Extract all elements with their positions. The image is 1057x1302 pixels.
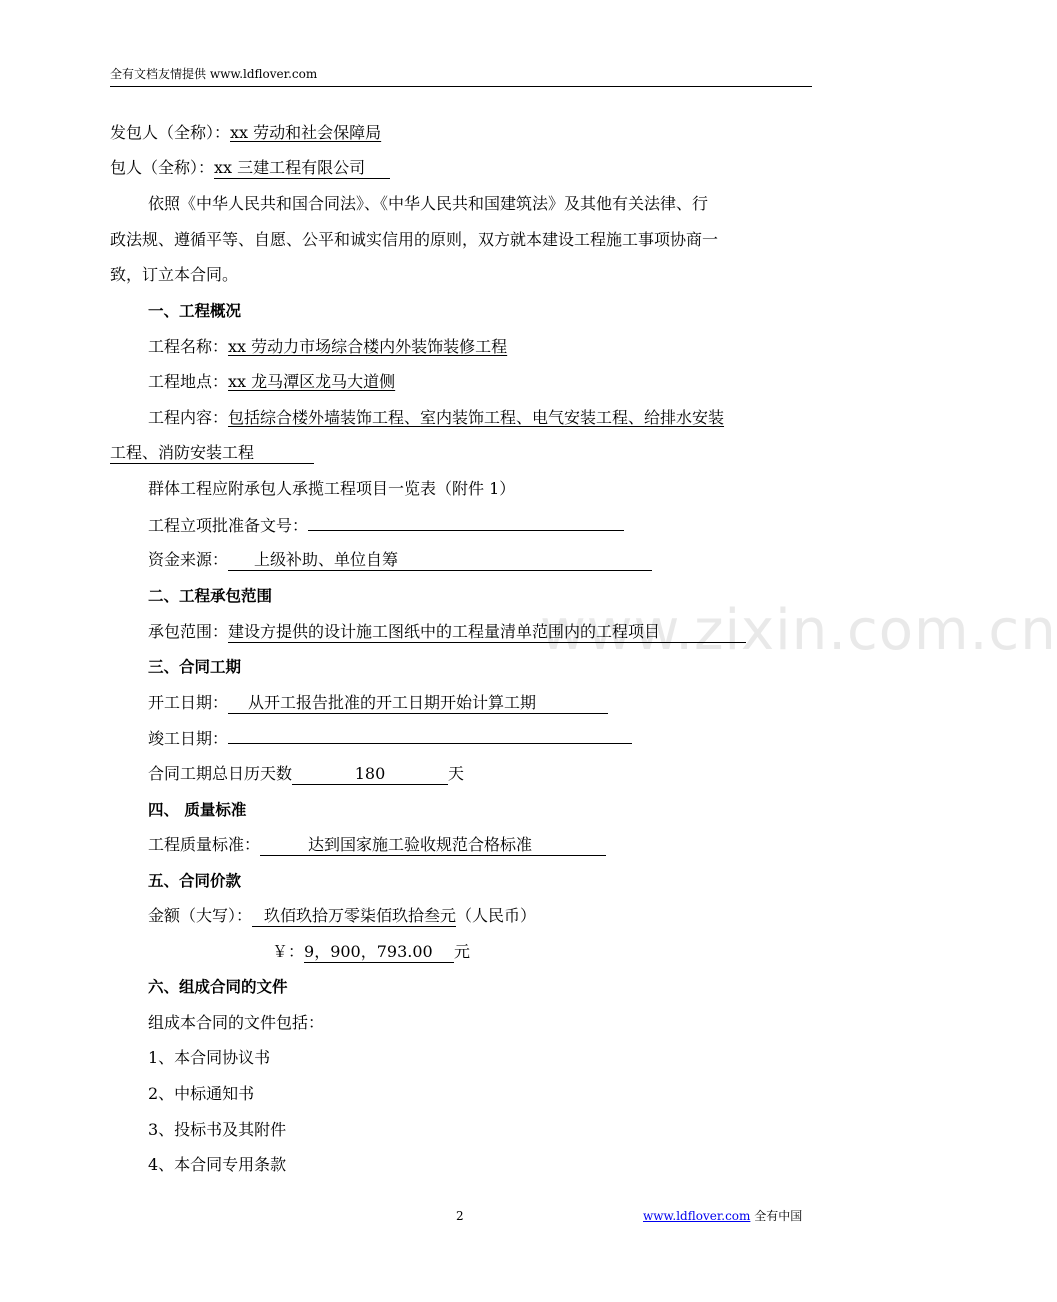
project-content-line-1 <box>148 407 724 429</box>
issuer-label: 发包人（全称）： <box>110 123 231 142</box>
yen-line <box>272 941 470 963</box>
total-days-unit: 天 <box>448 764 465 783</box>
project-content-line-2 <box>110 442 314 464</box>
quality-label: 工程质量标准： <box>148 835 261 854</box>
project-location-value: xx 龙马潭区龙马大道侧 <box>228 372 396 391</box>
start-date-label: 开工日期： <box>148 693 229 712</box>
yen-label: ￥： <box>272 942 305 961</box>
section1-title: 一、工程概况 <box>148 302 242 320</box>
end-date-line <box>148 727 632 750</box>
scope-line <box>148 621 746 643</box>
scope-label: 承包范围： <box>148 622 229 641</box>
footer-link[interactable]: www.ldflover.com <box>643 1209 751 1223</box>
total-days-label: 合同工期总日历天数 <box>148 764 293 783</box>
end-date-blank <box>228 727 632 744</box>
project-name-label: 工程名称： <box>148 337 229 356</box>
funding-line <box>148 549 652 571</box>
section4-title: 四、 质量标准 <box>148 801 247 819</box>
page-number: 2 <box>456 1209 464 1223</box>
contractor-line <box>110 157 390 179</box>
section6-title: 六、组成合同的文件 <box>148 978 288 996</box>
project-location-label: 工程地点： <box>148 372 229 391</box>
header-text: 全有文档友情提供 www.ldflover.com <box>110 67 318 81</box>
start-date-value: 从开工报告批准的开工日期开始计算工期 <box>228 693 608 714</box>
section2-title: 二、工程承包范围 <box>148 587 273 605</box>
amount-value: 玖佰玖拾万零柒佰玖拾叁元 <box>252 906 456 927</box>
intro-line-3: 致，订立本合同。 <box>110 265 239 284</box>
total-days-line <box>148 763 464 785</box>
amount-line <box>148 905 536 927</box>
intro-line-2: 政法规、遵循平等、自愿、公平和诚实信用的原则，双方就本建设工程施工事项协商一 <box>110 230 719 249</box>
quality-value: 达到国家施工验收规范合格标准 <box>260 835 606 856</box>
documents-intro: 组成本合同的文件包括： <box>148 1013 325 1032</box>
project-location-line <box>148 371 395 393</box>
project-content-label: 工程内容： <box>148 408 229 427</box>
project-name-value: xx 劳动力市场综合楼内外装饰装修工程 <box>228 337 508 356</box>
contractor-label: 包人（全称）： <box>110 158 215 177</box>
footer-suffix: 全有中国 <box>754 1209 803 1223</box>
project-content-value-2: 工程、消防安装工程 <box>110 443 314 464</box>
group-note: 群体工程应附承包人承揽工程项目一览表（附件 1） <box>148 479 516 498</box>
intro-line-1: 依照《中华人民共和国合同法》、《中华人民共和国建筑法》及其他有关法律、行 <box>148 194 709 213</box>
documents-item: 4、本合同专用条款 <box>148 1155 287 1174</box>
issuer-value: xx 劳动和社会保障局 <box>230 123 382 142</box>
footer-right <box>643 1208 802 1224</box>
approval-blank <box>308 514 624 531</box>
issuer-line <box>110 122 381 144</box>
contractor-value: xx 三建工程有限公司 <box>214 158 390 179</box>
section5-title: 五、合同价款 <box>148 872 242 890</box>
project-name-line <box>148 336 507 358</box>
start-date-line <box>148 692 608 714</box>
yen-value: 9，900，793.00 <box>304 942 454 963</box>
yen-unit: 元 <box>454 942 471 961</box>
section3-title: 三、合同工期 <box>148 658 242 676</box>
approval-label: 工程立项批准备文号： <box>148 516 309 535</box>
scope-value: 建设方提供的设计施工图纸中的工程量清单范围内的工程项目 <box>228 622 746 643</box>
documents-item: 2、中标通知书 <box>148 1084 255 1103</box>
amount-label: 金额（大写）： <box>148 906 253 925</box>
amount-suffix: （人民币） <box>456 906 537 925</box>
documents-item: 1、本合同协议书 <box>148 1048 271 1067</box>
project-content-value-1: 包括综合楼外墙装饰工程、室内装饰工程、电气安装工程、给排水安装 <box>228 408 725 427</box>
total-days-value: 180 <box>292 764 448 785</box>
page-header <box>110 66 812 87</box>
approval-line <box>148 514 624 537</box>
funding-value: 上级补助、单位自筹 <box>228 550 652 571</box>
quality-line <box>148 834 606 856</box>
funding-label: 资金来源： <box>148 550 229 569</box>
watermark: www.zixin.com.cn <box>540 598 1057 663</box>
documents-item: 3、投标书及其附件 <box>148 1120 287 1139</box>
end-date-label: 竣工日期： <box>148 729 229 748</box>
